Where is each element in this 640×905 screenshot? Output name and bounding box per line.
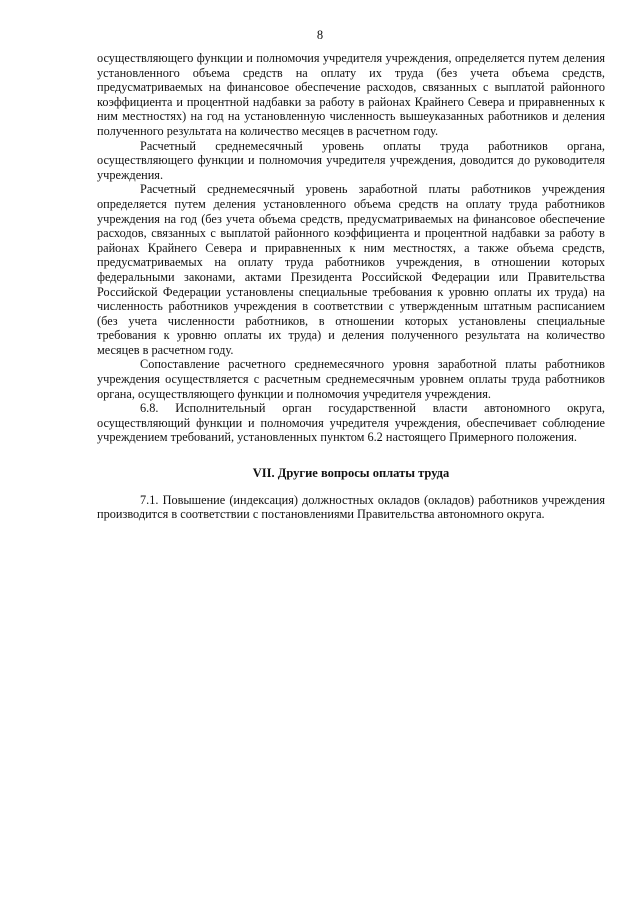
paragraph: Расчетный среднемесячный уровень заработной платы работников учреждения определяется путем деления установленного объема средств на оплату труда работников учреждения на год (без учета объема средств, предусматриваемых на финансовое обеспечение расходов, связанных с выплатой районного коэффициента и процентной надбавки за работу в районах Крайнего Севера и приравненных к ним местностях, а также объема средств, предусматриваемых на оплату труда работников учреждения, в отношении которых федеральными законами, актами Президента Российской Федерации или Правительства Российской Федерации установлены специальные требования к уровню оплаты их труда) на численность работников учреждения в соответствии с утвержденным штатным расписанием (без учета численности работников, в отношении которых установлены специальные требования к уровню оплаты их труда) и деления полученного результата на количество месяцев в расчетном году. (97, 182, 605, 357)
paragraph-continuation: осуществляющего функции и полномочия учредителя учреждения, определяется путем деления установленного объема средств на оплату их труда (без учета объема средств, предусматриваемых на финансовое обеспечение расходов, связанных с выплатой районного коэффициента и процентной надбавки за работу в районах Крайнего Севера и приравненных к ним местностях) на год на установленную численность вышеуказанных работников и деления полученного результата на количество месяцев в расчетном году. (97, 51, 605, 138)
paragraph: Сопоставление расчетного среднемесячного уровня заработной платы работников учреждения осуществляется с расчетным среднемесячным уровнем оплаты труда работников органа, осуществляющего функции и полномочия учредителя учреждения. (97, 357, 605, 401)
page-number: 8 (316, 28, 324, 42)
paragraph-clause-6-8: 6.8. Исполнительный орган государственной власти автономного округа, осуществляющий функции и полномочия учредителя учреждения, обеспечивает соблюдение учреждением требований, установленных пунктом 6.2 настоящего Примерного положения. (97, 401, 605, 445)
paragraph: Расчетный среднемесячный уровень оплаты труда работников органа, осуществляющего функции и полномочия учредителя учреждения, доводится до руководителя учреждения. (97, 138, 605, 182)
document-body (97, 51, 605, 522)
section-heading: VII. Другие вопросы оплаты труда (252, 466, 450, 481)
paragraph-clause-7-1: 7.1. Повышение (индексация) должностных окладов (окладов) работников учреждения производится в соответствии с постановлениями Правительства автономного округа. (97, 492, 605, 522)
